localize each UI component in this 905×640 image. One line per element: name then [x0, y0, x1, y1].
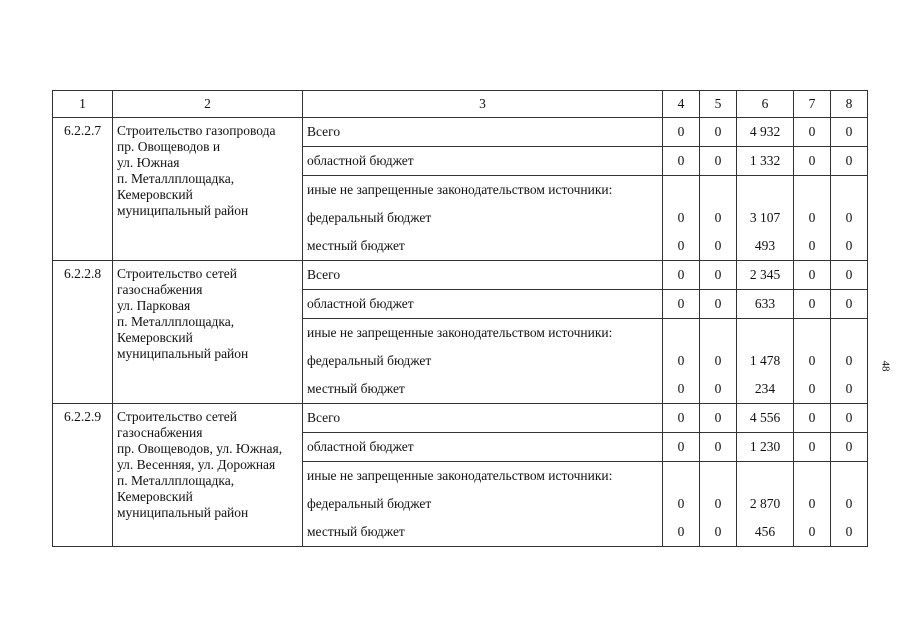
value-cell-c7: 0 [794, 232, 831, 261]
header-cell: 8 [831, 91, 868, 118]
object-name: Строительство газопровода пр. Овощеводов и ул. Южная п. Металлплощадка, Кемеровский муниципальный район [113, 118, 303, 261]
value-cell-c5: 0 [700, 290, 737, 319]
value-cell-c4: 0 [663, 347, 700, 375]
value-cell-c6: 2 870 [737, 490, 794, 518]
value-cell-c4: 0 [663, 118, 700, 147]
value-cell-c8: 0 [831, 147, 868, 176]
value-cell-c6: 3 107 [737, 204, 794, 232]
value-cell-c6: 4 932 [737, 118, 794, 147]
value-cell-c5 [700, 462, 737, 491]
funding-source-label: иные не запрещенные законодательством источники: [303, 176, 663, 205]
row-code: 6.2.2.7 [53, 118, 113, 261]
value-cell-c4: 0 [663, 204, 700, 232]
funding-source-label: местный бюджет [303, 232, 663, 261]
funding-source-label: иные не запрещенные законодательством источники: [303, 319, 663, 348]
funding-source-label: федеральный бюджет [303, 490, 663, 518]
value-cell-c7: 0 [794, 404, 831, 433]
value-cell-c4: 0 [663, 433, 700, 462]
value-cell-c8: 0 [831, 518, 868, 547]
value-cell-c7 [794, 176, 831, 205]
value-cell-c7: 0 [794, 518, 831, 547]
value-cell-c4: 0 [663, 375, 700, 404]
value-cell-c5: 0 [700, 204, 737, 232]
value-cell-c6: 1 332 [737, 147, 794, 176]
value-cell-c4: 0 [663, 147, 700, 176]
header-cell: 1 [53, 91, 113, 118]
value-cell-c6 [737, 176, 794, 205]
header-cell: 3 [303, 91, 663, 118]
header-cell: 2 [113, 91, 303, 118]
header-cell: 4 [663, 91, 700, 118]
value-cell-c8: 0 [831, 232, 868, 261]
table-row [53, 118, 868, 147]
value-cell-c7: 0 [794, 490, 831, 518]
value-cell-c5: 0 [700, 375, 737, 404]
value-cell-c8 [831, 176, 868, 205]
value-cell-c7 [794, 319, 831, 348]
value-cell-c7: 0 [794, 204, 831, 232]
value-cell-c6: 1 478 [737, 347, 794, 375]
table-row [53, 404, 868, 433]
funding-source-label: областной бюджет [303, 290, 663, 319]
value-cell-c8: 0 [831, 261, 868, 290]
value-cell-c7: 0 [794, 433, 831, 462]
value-cell-c5: 0 [700, 518, 737, 547]
funding-source-label: федеральный бюджет [303, 347, 663, 375]
value-cell-c5: 0 [700, 261, 737, 290]
value-cell-c8: 0 [831, 490, 868, 518]
value-cell-c4: 0 [663, 518, 700, 547]
value-cell-c7: 0 [794, 290, 831, 319]
funding-source-label: местный бюджет [303, 375, 663, 404]
value-cell-c5: 0 [700, 404, 737, 433]
funding-source-label: областной бюджет [303, 433, 663, 462]
value-cell-c8 [831, 462, 868, 491]
value-cell-c4: 0 [663, 261, 700, 290]
value-cell-c5: 0 [700, 347, 737, 375]
value-cell-c6: 633 [737, 290, 794, 319]
value-cell-c7: 0 [794, 118, 831, 147]
object-name: Строительство сетей газоснабжения пр. Овощеводов, ул. Южная, ул. Весенняя, ул. Дорожная п. Металлплощадка, Кемеровский муниципальный район [113, 404, 303, 547]
table-row [53, 261, 868, 290]
value-cell-c7: 0 [794, 347, 831, 375]
header-cell: 5 [700, 91, 737, 118]
value-cell-c5: 0 [700, 232, 737, 261]
header-cell: 6 [737, 91, 794, 118]
value-cell-c6: 234 [737, 375, 794, 404]
table-body [53, 91, 868, 547]
header-cell: 7 [794, 91, 831, 118]
value-cell-c4 [663, 319, 700, 348]
value-cell-c5 [700, 319, 737, 348]
page-number: 48 [879, 360, 892, 372]
value-cell-c5: 0 [700, 433, 737, 462]
value-cell-c6: 2 345 [737, 261, 794, 290]
value-cell-c5: 0 [700, 490, 737, 518]
value-cell-c8: 0 [831, 118, 868, 147]
value-cell-c6: 493 [737, 232, 794, 261]
value-cell-c7 [794, 462, 831, 491]
funding-source-label: областной бюджет [303, 147, 663, 176]
value-cell-c6 [737, 319, 794, 348]
value-cell-c8 [831, 319, 868, 348]
value-cell-c6: 1 230 [737, 433, 794, 462]
object-name: Строительство сетей газоснабжения ул. Парковая п. Металлплощадка, Кемеровский муниципальный район [113, 261, 303, 404]
funding-source-label: Всего [303, 404, 663, 433]
value-cell-c8: 0 [831, 375, 868, 404]
funding-source-label: Всего [303, 261, 663, 290]
funding-source-label: иные не запрещенные законодательством источники: [303, 462, 663, 491]
row-code: 6.2.2.9 [53, 404, 113, 547]
value-cell-c8: 0 [831, 433, 868, 462]
value-cell-c4: 0 [663, 232, 700, 261]
header-row [53, 91, 868, 118]
funding-source-label: местный бюджет [303, 518, 663, 547]
funding-table [52, 90, 868, 547]
value-cell-c4: 0 [663, 490, 700, 518]
value-cell-c8: 0 [831, 404, 868, 433]
funding-source-label: Всего [303, 118, 663, 147]
value-cell-c5: 0 [700, 118, 737, 147]
value-cell-c5 [700, 176, 737, 205]
value-cell-c6: 456 [737, 518, 794, 547]
value-cell-c4: 0 [663, 290, 700, 319]
value-cell-c8: 0 [831, 290, 868, 319]
value-cell-c4: 0 [663, 404, 700, 433]
value-cell-c6: 4 556 [737, 404, 794, 433]
funding-source-label: федеральный бюджет [303, 204, 663, 232]
value-cell-c6 [737, 462, 794, 491]
value-cell-c7: 0 [794, 147, 831, 176]
value-cell-c4 [663, 176, 700, 205]
value-cell-c4 [663, 462, 700, 491]
value-cell-c8: 0 [831, 347, 868, 375]
value-cell-c8: 0 [831, 204, 868, 232]
value-cell-c5: 0 [700, 147, 737, 176]
value-cell-c7: 0 [794, 375, 831, 404]
value-cell-c7: 0 [794, 261, 831, 290]
row-code: 6.2.2.8 [53, 261, 113, 404]
